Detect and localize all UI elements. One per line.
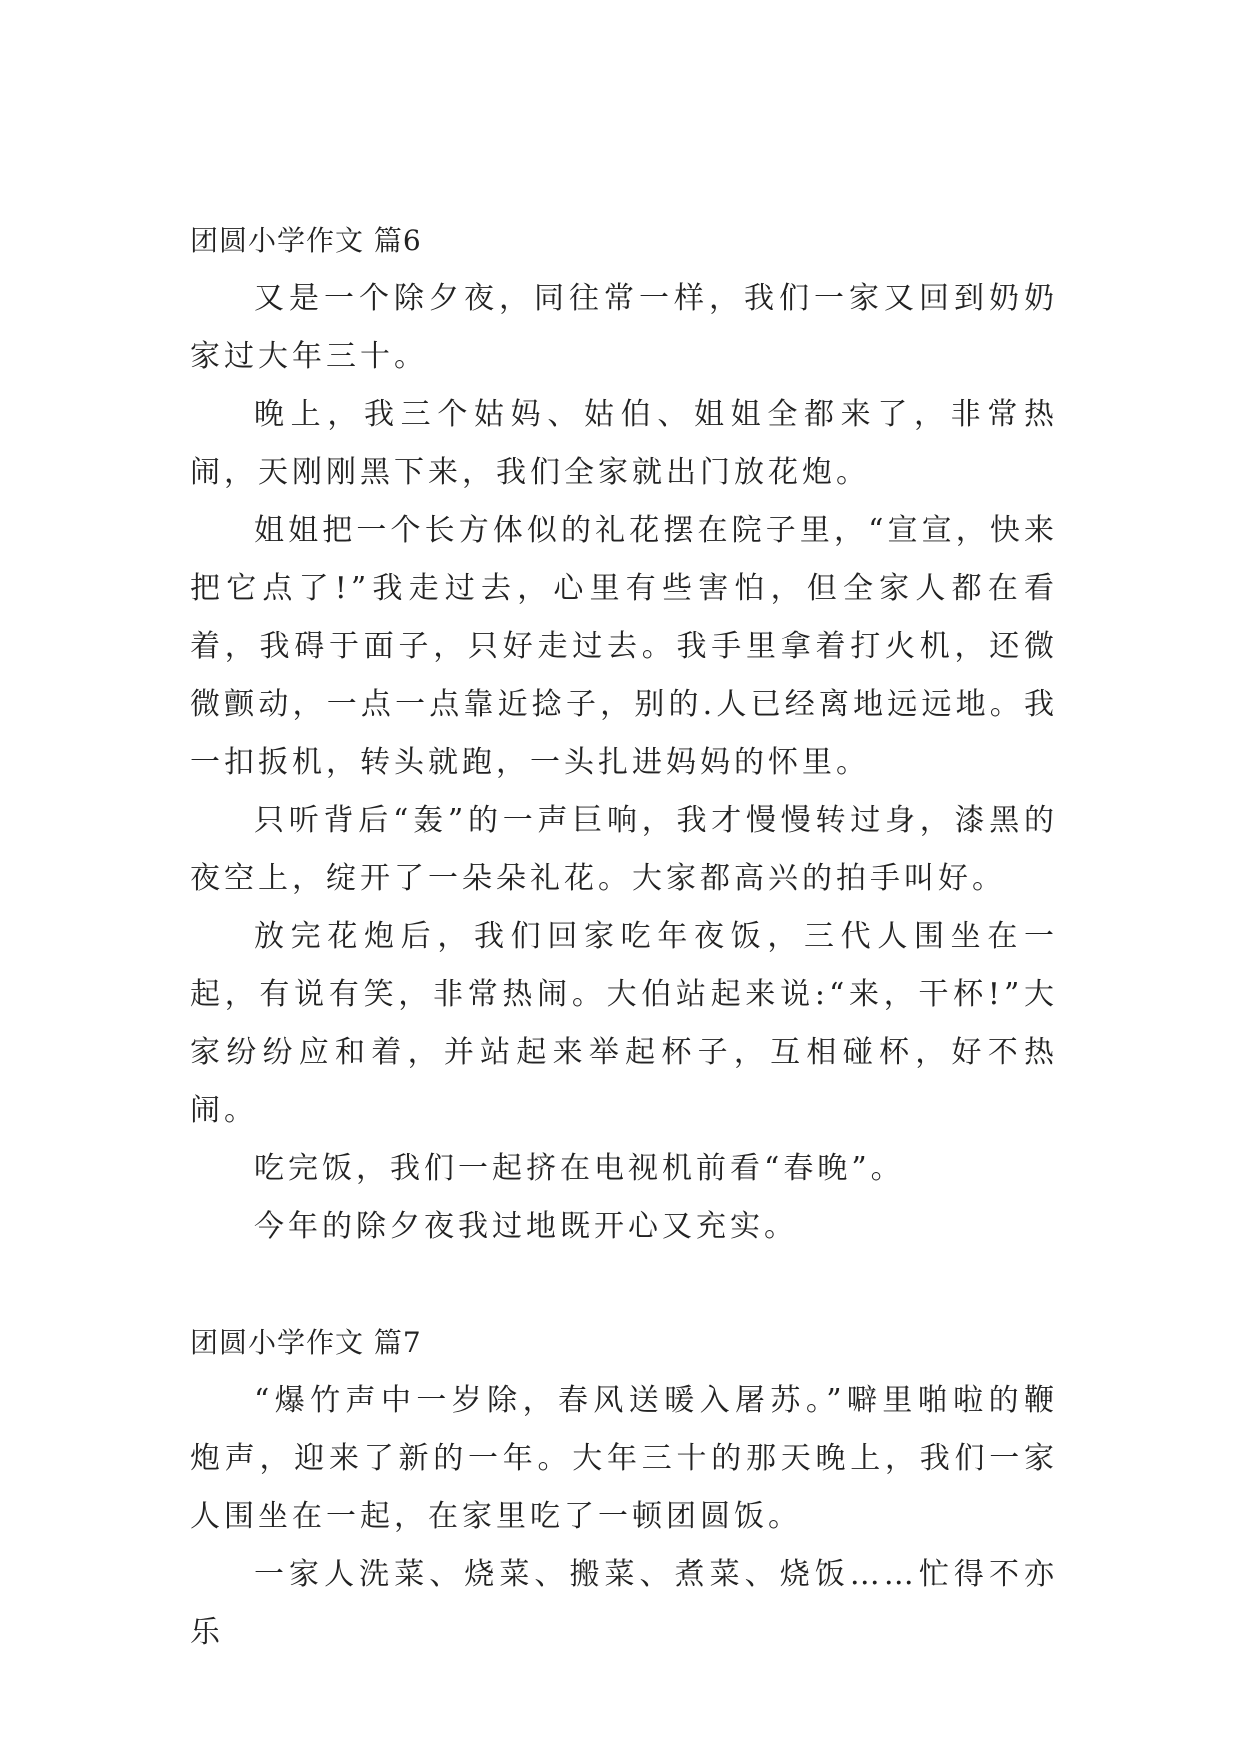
- section-title-6: 团圆小学作文 篇6: [190, 224, 422, 257]
- paragraph: 又是一个除夕夜，同往常一样，我们一家又回到奶奶家过大年三十。: [190, 281, 1058, 374]
- paragraph: 今年的除夕夜我过地既开心又充实。: [254, 1209, 798, 1244]
- document-body: [190, 212, 1058, 1662]
- paragraph: “爆竹声中一岁除，春风送暖入屠苏。”噼里啪啦的鞭炮声，迎来了新的一年。大年三十的那天晚上，我们一家人围坐在一起，在家里吃了一顿团圆饭。: [190, 1383, 1058, 1534]
- section-spacer: [190, 1256, 1058, 1314]
- paragraph: 吃完饭，我们一起挤在电视机前看“春晚”。: [254, 1151, 905, 1186]
- paragraph: 只听背后“轰”的一声巨响，我才慢慢转过身，漆黑的夜空上，绽开了一朵朵礼花。大家都高兴的拍手叫好。: [190, 803, 1058, 896]
- paragraph: 一家人洗菜、烧菜、搬菜、煮菜、烧饭……忙得不亦乐: [190, 1557, 1058, 1650]
- paragraph: 放完花炮后，我们回家吃年夜饭，三代人围坐在一起，有说有笑，非常热闹。大伯站起来说:“来，干杯!”大家纷纷应和着，并站起来举起杯子，互相碰杯，好不热闹。: [190, 919, 1058, 1128]
- section-title-7: 团圆小学作文 篇7: [190, 1326, 422, 1359]
- paragraph: 晚上，我三个姑妈、姑伯、姐姐全都来了，非常热闹，天刚刚黑下来，我们全家就出门放花炮。: [190, 397, 1058, 490]
- paragraph: 姐姐把一个长方体似的礼花摆在院子里，“宣宣，快来把它点了!”我走过去，心里有些害怕，但全家人都在看着，我碍于面子，只好走过去。我手里拿着打火机，还微微颤动，一点一点靠近捻子，别的.人已经离地远远地。我一扣扳机，转头就跑，一头扎进妈妈的怀里。: [190, 513, 1058, 780]
